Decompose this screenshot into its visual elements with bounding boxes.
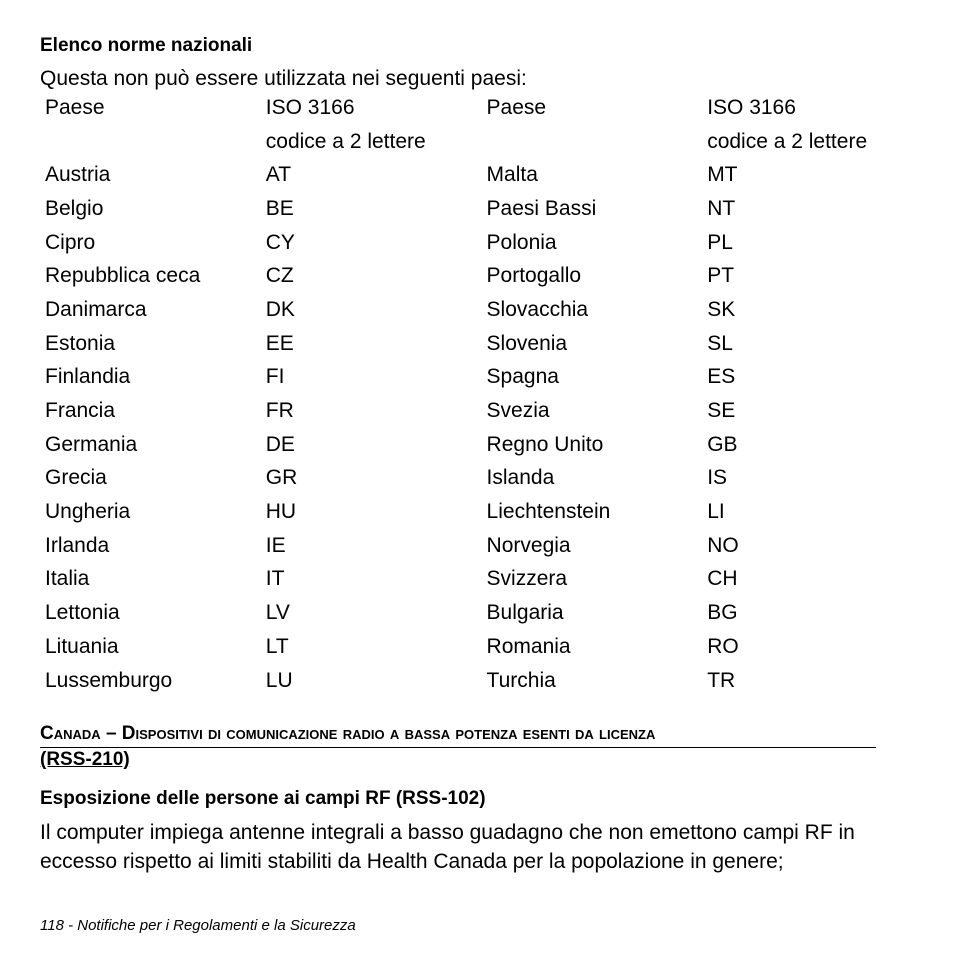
country-name-cell: Danimarca — [45, 297, 147, 321]
header-cell: codice a 2 lettere — [265, 129, 426, 153]
country-name-cell: Ungheria — [45, 500, 131, 524]
iso-code-cell: LI — [707, 500, 725, 524]
section-title-canada: Canada – Dispositivi di comunicazione radio a bassa potenza esenti da licenza — [40, 721, 876, 748]
country-name-cell: Lettonia — [45, 601, 120, 625]
country-table-body — [40, 91, 923, 697]
iso-code-cell: IE — [265, 533, 286, 557]
iso-code-cell: DE — [265, 432, 295, 456]
table-row — [40, 361, 923, 395]
country-name-cell: Svizzera — [486, 567, 568, 591]
header-cell: ISO 3166 — [707, 95, 796, 119]
country-name-cell: Lussemburgo — [45, 668, 173, 692]
country-name-cell: Italia — [45, 567, 90, 591]
table-header-row — [40, 125, 923, 159]
iso-code-cell: LU — [265, 668, 293, 692]
country-name-cell: Islanda — [486, 466, 555, 490]
heading-national-list: Elenco norme nazionali — [40, 35, 253, 56]
iso-code-cell: SL — [707, 331, 733, 355]
table-row — [40, 664, 923, 698]
paragraph-rf: Il computer impiega antenne integrali a basso guadagno che non emettono campi RF in eccesso rispetto ai limiti stabiliti da Health Canada per la popolazione in genere; — [40, 821, 855, 873]
country-name-cell: Bulgaria — [486, 601, 564, 625]
iso-code-cell: CZ — [265, 264, 294, 288]
country-name-cell: Liechtenstein — [486, 500, 611, 524]
iso-code-cell: FR — [265, 399, 294, 423]
iso-code-cell: AT — [265, 163, 292, 187]
iso-code-cell: SE — [707, 399, 736, 423]
iso-code-cell: DK — [265, 297, 295, 321]
country-name-cell: Portogallo — [486, 264, 582, 288]
header-cell — [40, 125, 261, 159]
country-name-cell: Paesi Bassi — [486, 196, 597, 220]
country-name-cell: Slovenia — [486, 331, 568, 355]
iso-code-cell: CH — [707, 567, 738, 591]
table-row — [40, 293, 923, 327]
iso-code-cell: ES — [707, 365, 736, 389]
iso-code-cell: FI — [265, 365, 285, 389]
table-row — [40, 259, 923, 293]
iso-code-cell: MT — [707, 163, 738, 187]
table-header-row — [40, 91, 923, 125]
country-name-cell: Regno Unito — [486, 432, 604, 456]
country-name-cell: Turchia — [486, 668, 556, 692]
iso-code-cell: CY — [265, 230, 295, 254]
table-row — [40, 394, 923, 428]
sub-heading-rf-exposure: Esposizione delle persone ai campi RF (RSS-102) — [40, 788, 486, 809]
table-row — [40, 596, 923, 630]
page-footer: 118 - Notifiche per i Regolamenti e la Sicurezza — [40, 917, 356, 934]
country-name-cell: Svezia — [486, 399, 550, 423]
country-name-cell: Norvegia — [486, 533, 571, 557]
header-cell: ISO 3166 — [265, 95, 355, 119]
table-row — [40, 192, 923, 226]
header-cell: Paese — [486, 95, 547, 119]
country-name-cell: Francia — [45, 399, 116, 423]
country-name-cell: Cipro — [45, 230, 96, 254]
iso-code-cell: GB — [707, 432, 738, 456]
country-name-cell: Belgio — [45, 196, 104, 220]
iso-code-cell: RO — [707, 634, 739, 658]
country-name-cell: Irlanda — [45, 533, 110, 557]
iso-code-cell: BE — [265, 196, 294, 220]
table-row — [40, 529, 923, 563]
country-table — [40, 91, 923, 697]
iso-code-cell: IS — [707, 466, 728, 490]
iso-code-cell: PL — [707, 230, 733, 254]
iso-code-cell: BG — [707, 601, 738, 625]
iso-code-cell: LV — [265, 601, 290, 625]
iso-code-cell: HU — [265, 500, 297, 524]
table-row — [40, 226, 923, 260]
iso-code-cell: LT — [265, 634, 289, 658]
country-name-cell: Finlandia — [45, 365, 131, 389]
table-row — [40, 563, 923, 597]
country-name-cell: Spagna — [486, 365, 559, 389]
iso-code-cell: NO — [707, 533, 739, 557]
iso-code-cell: SK — [707, 297, 736, 321]
country-name-cell: Germania — [45, 432, 138, 456]
header-cell: codice a 2 lettere — [707, 129, 868, 153]
table-row — [40, 462, 923, 496]
country-name-cell: Lituania — [45, 634, 119, 658]
country-name-cell: Malta — [486, 163, 538, 187]
iso-code-cell: TR — [707, 668, 736, 692]
country-name-cell: Grecia — [45, 466, 107, 490]
iso-code-cell: GR — [265, 466, 298, 490]
table-row — [40, 327, 923, 361]
iso-code-cell: IT — [265, 567, 285, 591]
table-row — [40, 495, 923, 529]
iso-code-cell: EE — [265, 331, 294, 355]
country-name-cell: Austria — [45, 163, 111, 187]
country-name-cell: Romania — [486, 634, 571, 658]
header-cell: Paese — [45, 95, 105, 119]
country-name-cell: Polonia — [486, 230, 557, 254]
country-name-cell: Estonia — [45, 331, 116, 355]
header-cell — [482, 125, 703, 159]
table-row — [40, 428, 923, 462]
country-name-cell: Slovacchia — [486, 297, 589, 321]
intro-text: Questa non può essere utilizzata nei seguenti paesi: — [40, 67, 527, 90]
table-row — [40, 158, 923, 192]
section-code: (RSS-210) — [40, 749, 130, 770]
iso-code-cell: PT — [707, 264, 735, 288]
iso-code-cell: NT — [707, 196, 736, 220]
country-name-cell: Repubblica ceca — [45, 264, 201, 288]
table-row — [40, 630, 923, 664]
